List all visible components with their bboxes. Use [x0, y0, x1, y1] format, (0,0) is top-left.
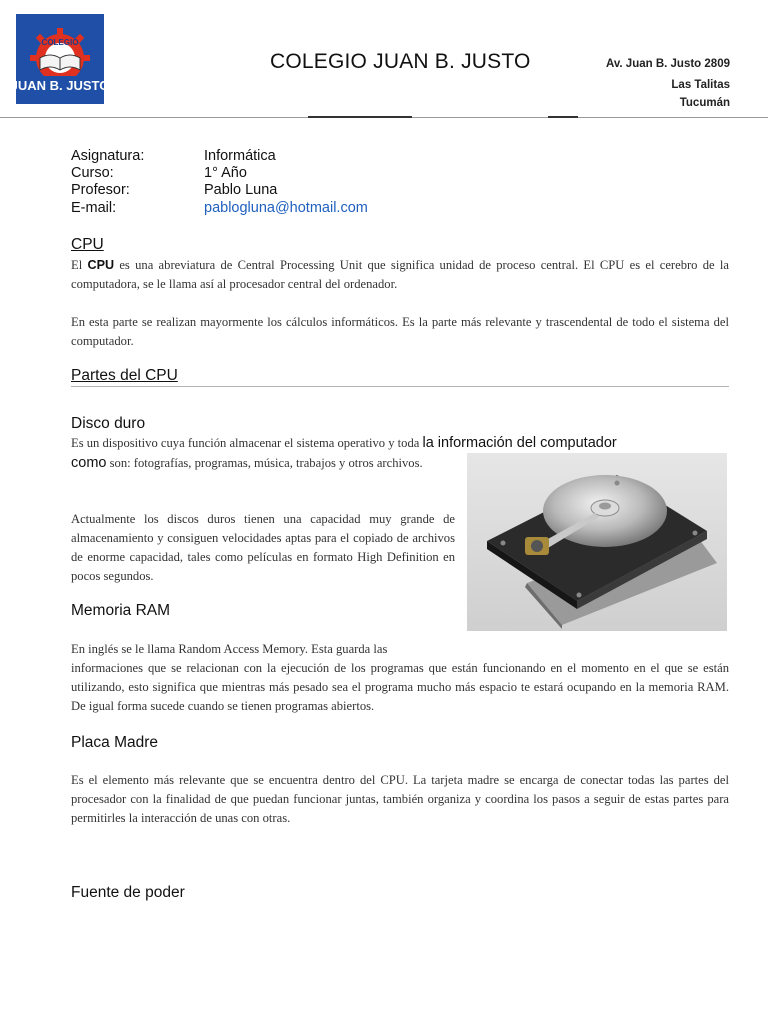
- cpu-paragraph-1: El CPU es una abreviatura de Central Processing Unit que significa unidad de proceso central. El CPU es el cerebro de la computadora, se le llama así al procesador central del ordenador.: [71, 258, 730, 291]
- motherboard-paragraph: Es el elemento más relevante que se encuentra dentro del CPU. La tarjeta madre se encarga de conectar todas las partes del procesador con la finalidad de que puedan funcionar juntas, también organiza y coordina los pasos a seguir de estas partes para permitirles la interacción de unas con otras.: [71, 773, 729, 825]
- course-value: 1° Año: [204, 165, 247, 181]
- subject-value: Informática: [204, 148, 276, 164]
- header-divider-accent: [308, 116, 412, 118]
- address-line-3: Tucumán: [679, 97, 730, 109]
- subject-label: Asignatura:: [71, 148, 145, 164]
- disk-paragraph-2: Actualmente los discos duros tienen una capacidad muy grande de almacenamiento y consiguen velocidades aptas para el copiado de archivos de enorme capacidad, tales como películas en formato High Definition en pocos segundos.: [71, 512, 455, 583]
- ram-paragraph: informaciones que se relacionan con la ejecución de los programas que están funcionando en el momento en el que se están utilizando, esto significa que mientras más pesado sea el programa mucho más espacio te estará ocupando en la memoria RAM. De igual forma sucede cuando se tienen programas abiertos.: [71, 661, 729, 713]
- teacher-value: Pablo Luna: [204, 182, 278, 198]
- hard-disk-image: [467, 453, 727, 631]
- disk-heading: Disco duro: [71, 415, 146, 432]
- disk-paragraph-line-1: Es un dispositivo cuya función almacenar el sistema operativo y toda la información del computador: [71, 435, 617, 451]
- header-divider-accent: [548, 116, 578, 118]
- address-line-2: Las Talitas: [671, 79, 730, 91]
- email-link[interactable]: pablogluna@hotmail.com: [204, 200, 368, 216]
- address-line-1: Av. Juan B. Justo 2809: [606, 58, 730, 70]
- cpu-paragraph-2: En esta parte se realizan mayormente los cálculos informáticos. Es la parte más relevante y trascendental de todo el sistema del computador.: [71, 315, 729, 348]
- ram-paragraph-line-1: En inglés se le llama Random Access Memory. Esta guarda las: [71, 642, 388, 656]
- ram-heading: Memoria RAM: [71, 602, 171, 619]
- power-supply-heading: Fuente de poder: [71, 884, 185, 901]
- section-divider: [71, 386, 729, 387]
- school-logo: [10, 14, 110, 104]
- teacher-label: Profesor:: [71, 182, 130, 198]
- school-title: COLEGIO JUAN B. JUSTO: [270, 50, 531, 73]
- email-label: E-mail:: [71, 200, 117, 216]
- motherboard-heading: Placa Madre: [71, 734, 159, 751]
- logo-bottom-text: JUAN B. JUSTO: [10, 78, 110, 93]
- course-label: Curso:: [71, 165, 114, 181]
- parts-heading: Partes del CPU: [71, 367, 178, 384]
- disk-paragraph-1: como son: fotografías, programas, música, trabajos y otros archivos.: [71, 455, 423, 471]
- cpu-bold-term: CPU: [87, 258, 115, 272]
- cpu-heading: CPU: [71, 236, 104, 253]
- logo-top-text: COLEGIO: [41, 38, 79, 47]
